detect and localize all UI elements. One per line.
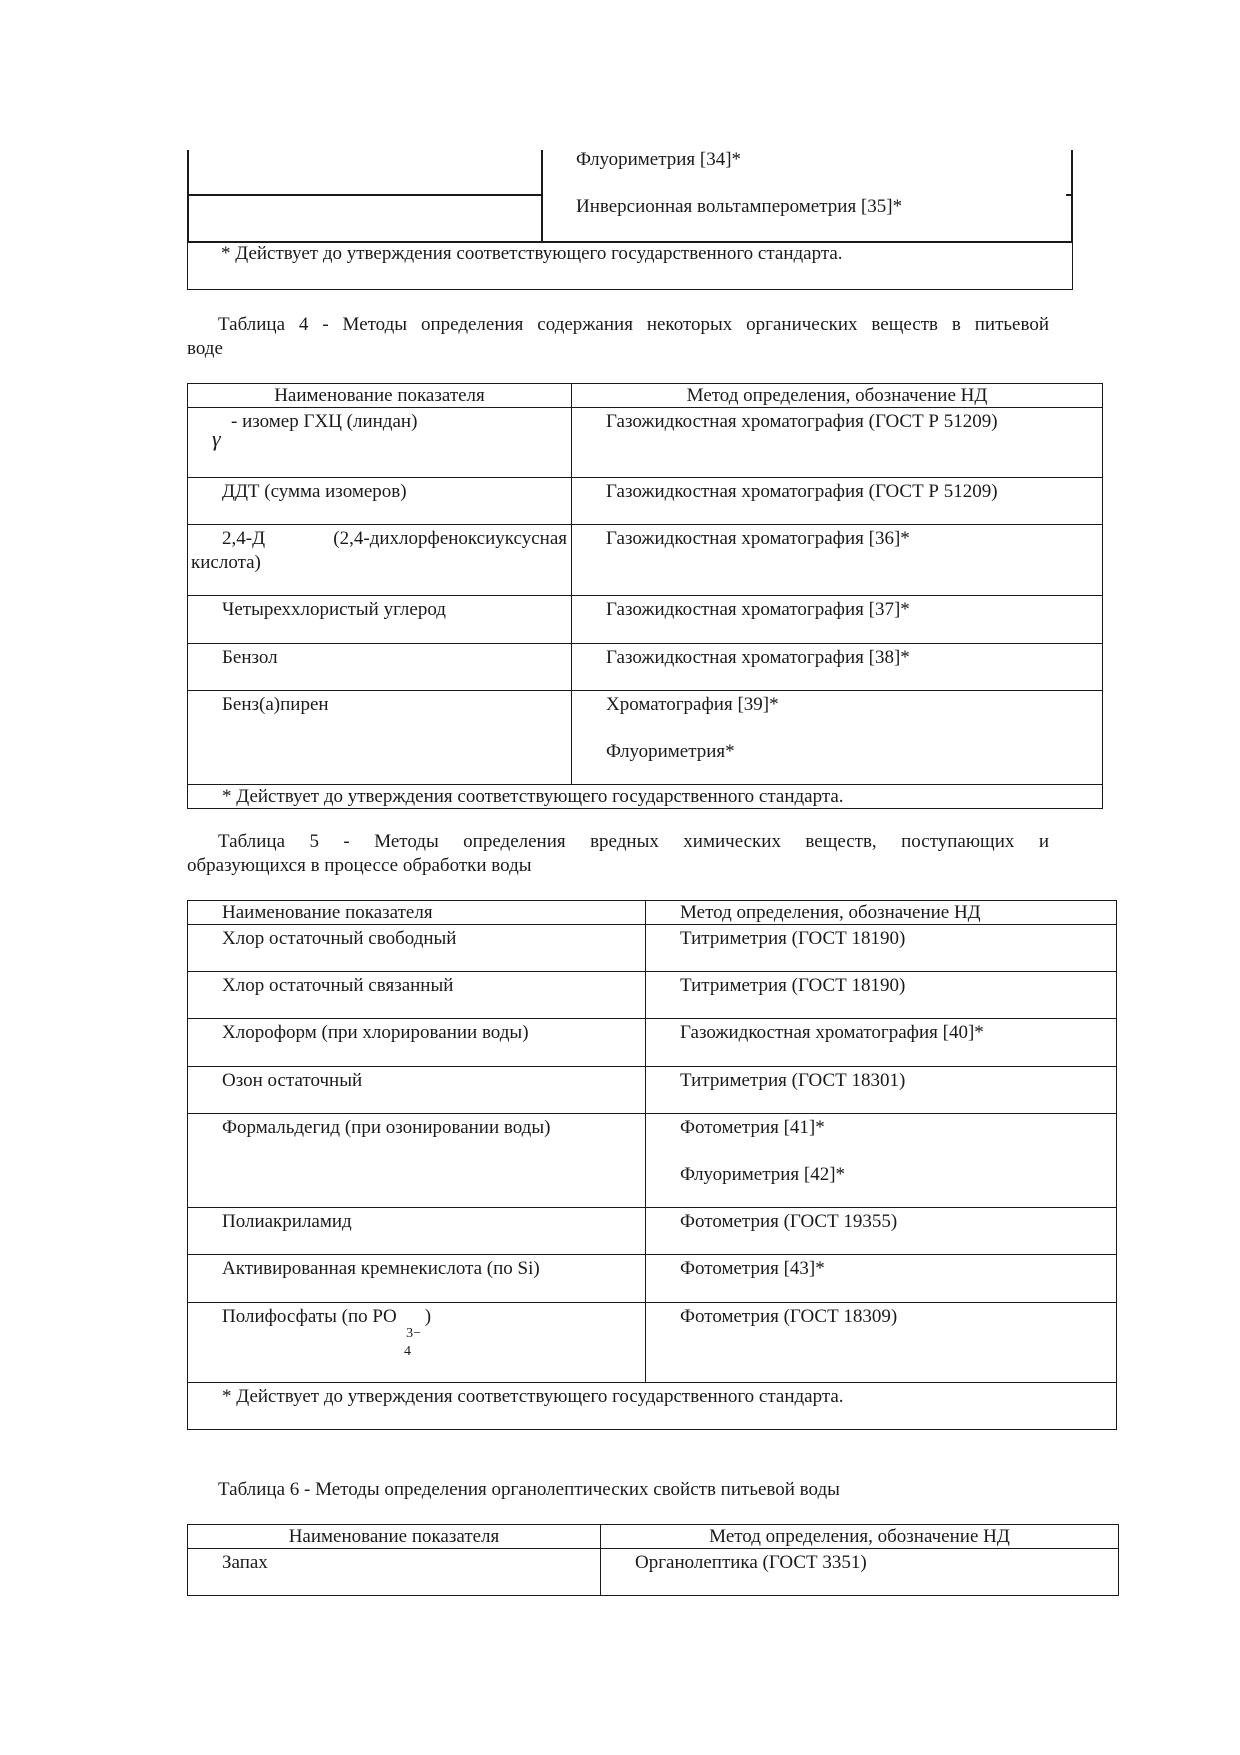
table6-header-name: Наименование показателя	[188, 1525, 601, 1549]
table5-row3-name: Хлороформ (при хлорировании воды)	[188, 1019, 646, 1067]
table4-row2-method: Газожидкостная хроматография (ГОСТ Р 51209)	[572, 478, 1103, 525]
phosphate-charge-sup: 3−	[406, 1326, 422, 1341]
table4-row6-method-line2: Флуориметрия*	[606, 741, 735, 762]
table-row	[188, 1208, 1117, 1255]
table5-row5-method-line1: Фотометрия [41]*	[680, 1117, 825, 1138]
cont-left-border	[187, 150, 189, 242]
cont-footnote: * Действует до утверждения соответствующего государственного стандарта.	[221, 243, 843, 264]
table5-row8-name-suffix: )	[424, 1306, 432, 1327]
table-row	[188, 1067, 1117, 1114]
table5-row5-method-line2: Флуориметрия [42]*	[680, 1164, 846, 1185]
table4-row3-name	[188, 525, 572, 596]
cont-mid-border	[541, 150, 543, 242]
table4-header-method: Метод определения, обозначение НД	[572, 384, 1103, 408]
cont-row-line-right	[1066, 194, 1072, 196]
table-row	[188, 1019, 1117, 1067]
gamma-symbol: γ	[212, 426, 221, 451]
table-row	[188, 972, 1117, 1019]
table4-row5-name: Бензол	[188, 644, 572, 691]
table4-row5-method: Газожидкостная хроматография [38]*	[572, 644, 1103, 691]
table4-row1-name-text: - изомер ГХЦ (линдан)	[231, 411, 418, 432]
table5-row1-name: Хлор остаточный свободный	[188, 925, 646, 972]
table4-row3-method: Газожидкостная хроматография [36]*	[572, 525, 1103, 596]
table4-header-name: Наименование показателя	[188, 384, 572, 408]
table4-row6-name: Бенз(а)пирен	[188, 691, 572, 785]
table5-footnote: * Действует до утверждения соответствующего государственного стандарта.	[188, 1383, 1117, 1430]
table-row	[188, 1114, 1117, 1208]
table4-caption	[187, 313, 1049, 361]
cont-right-border	[1071, 150, 1073, 242]
table4-row3-name-line1: 2,4-Д (2,4-дихлорфеноксиуксусная	[222, 528, 567, 549]
table5	[187, 900, 1117, 1430]
table6-header-method: Метод определения, обозначение НД	[601, 1525, 1119, 1549]
table5-row1-method: Титриметрия (ГОСТ 18190)	[646, 925, 1117, 972]
table5-caption-line1: Таблица 5 - Методы определения вредных химических веществ, поступающих и	[218, 831, 1049, 852]
table-row	[188, 525, 1103, 596]
table5-row2-name: Хлор остаточный связанный	[188, 972, 646, 1019]
table5-header-name: Наименование показателя	[188, 901, 646, 925]
table-row	[188, 925, 1117, 972]
cont-method-1: Флуориметрия [34]*	[576, 149, 742, 170]
table5-row4-name: Озон остаточный	[188, 1067, 646, 1114]
table-row	[188, 785, 1103, 809]
table5-row4-method: Титриметрия (ГОСТ 18301)	[646, 1067, 1117, 1114]
cont-row-line	[187, 194, 542, 196]
table5-row8-name-prefix: Полифосфаты (по PO	[222, 1306, 397, 1327]
table-row	[188, 1255, 1117, 1303]
table5-caption-line2: образующихся в процессе обработки воды	[187, 855, 532, 876]
table5-row2-method: Титриметрия (ГОСТ 18190)	[646, 972, 1117, 1019]
table5-caption	[187, 830, 1049, 878]
table-row	[188, 408, 1103, 478]
table4-footnote: * Действует до утверждения соответствующего государственного стандарта.	[188, 785, 1103, 809]
table4-row2-name: ДДТ (сумма изомеров)	[188, 478, 572, 525]
table5-row3-method: Газожидкостная хроматография [40]*	[646, 1019, 1117, 1067]
table4-row3-name-line2: кислота)	[191, 552, 261, 573]
table-row	[188, 478, 1103, 525]
table4-row4-method: Газожидкостная хроматография [37]*	[572, 596, 1103, 644]
table4-row6-method	[572, 691, 1103, 785]
table6-row1-method: Органолептика (ГОСТ 3351)	[601, 1549, 1119, 1596]
table5-row7-method: Фотометрия [43]*	[646, 1255, 1117, 1303]
table4-row1-name	[188, 408, 572, 478]
table6-caption: Таблица 6 - Методы определения органолептических свойств питьевой воды	[218, 1479, 840, 1500]
table5-row5-name: Формальдегид (при озонировании воды)	[188, 1114, 646, 1208]
table4-caption-line1: Таблица 4 - Методы определения содержания некоторых органических веществ в питьевой	[218, 314, 1049, 335]
table6	[187, 1524, 1119, 1596]
table5-header-method: Метод определения, обозначение НД	[646, 901, 1117, 925]
table5-row8-method: Фотометрия (ГОСТ 18309)	[646, 1303, 1117, 1383]
table4-row1-method: Газожидкостная хроматография (ГОСТ Р 51209)	[572, 408, 1103, 478]
table4	[187, 383, 1103, 809]
table4-caption-line2: воде	[187, 338, 223, 359]
cont-method-2: Инверсионная вольтамперометрия [35]*	[576, 196, 903, 217]
table-row	[188, 596, 1103, 644]
table4-row6-method-line1: Хроматография [39]*	[606, 694, 779, 715]
table-row	[188, 1549, 1119, 1596]
table5-row5-method	[646, 1114, 1117, 1208]
table5-row6-method: Фотометрия (ГОСТ 19355)	[646, 1208, 1117, 1255]
table6-row1-name: Запах	[188, 1549, 601, 1596]
table5-row6-name: Полиакриламид	[188, 1208, 646, 1255]
table-row	[188, 644, 1103, 691]
table-row	[188, 691, 1103, 785]
table5-row7-name: Активированная кремнекислота (по Si)	[188, 1255, 646, 1303]
table-row	[188, 1303, 1117, 1383]
table5-row8-name	[188, 1303, 646, 1383]
table-row	[188, 1383, 1117, 1430]
table4-row4-name: Четыреххлористый углерод	[188, 596, 572, 644]
phosphate-index-sub: 4	[404, 1344, 412, 1359]
